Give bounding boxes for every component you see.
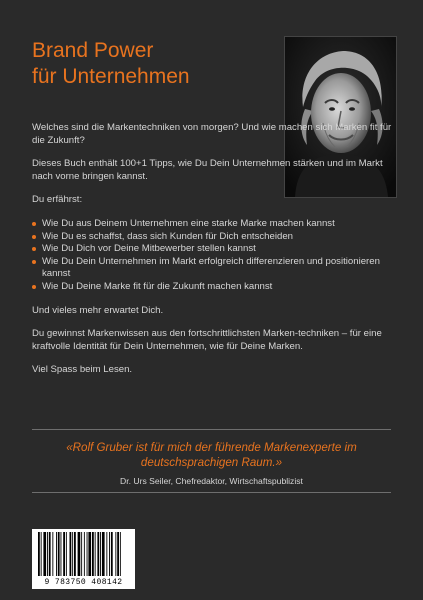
bullet-icon [32, 260, 36, 264]
list-item-text: Wie Du Dich vor Deine Mitbewerber stellen kannst [42, 243, 256, 255]
title-line-1: Brand Power [32, 39, 154, 62]
intro-description: Dieses Buch enthält 100+1 Tipps, wie Du Dein Unternehmen stärken und im Markt nach vorne bringen kannst. [32, 158, 383, 182]
endorsement-quote: «Rolf Gruber ist für mich der führende Markenexperte im deutschsprachigen Raum.» [66, 441, 357, 469]
quote-bottom-divider [32, 492, 391, 493]
outro-knowledge: Du gewinnst Markenwissen aus den fortschrittlichsten Marken-techniken – für eine kraftvolle Identität für Dein Unternehmen, wie für Deine Marken. [32, 328, 382, 352]
list-item [32, 243, 402, 256]
outro-more: Und vieles mehr erwartet Dich. [32, 304, 164, 316]
list-item-text: Wie Du aus Deinem Unternehmen eine starke Marke machen kannst [42, 217, 335, 229]
bullet-icon [32, 235, 36, 239]
isbn-digits: 9 783750 408142 [44, 578, 123, 587]
list-item-text: Wie Du es schaffst, dass sich Kunden für Dich entscheiden [42, 230, 293, 242]
intro-question: Welches sind die Markentechniken von morgen? Und wie machen sich Marken fit für die Zukunft? [32, 122, 392, 146]
outro-closing: Viel Spass beim Lesen. [32, 364, 133, 376]
list-item [32, 256, 402, 281]
list-item [32, 231, 402, 244]
list-item-text: Wie Du Deine Marke fit für die Zukunft machen kannst [42, 280, 273, 292]
bullet-icon [32, 247, 36, 251]
bullet-icon [32, 222, 36, 226]
bullet-icon [32, 285, 36, 289]
benefits-list [32, 218, 402, 294]
intro-lead-in: Du erfährst: [32, 194, 83, 206]
isbn-barcode [32, 529, 135, 589]
endorsement-source: Dr. Urs Seiler, Chefredaktor, Wirtschaftspublizist [120, 476, 303, 486]
blurb-text [32, 122, 402, 388]
list-item [32, 281, 402, 294]
quote-top-divider [32, 429, 391, 430]
book-title [32, 38, 190, 90]
title-line-2: für Unternehmen [32, 65, 190, 88]
list-item-text: Wie Du Dein Unternehmen im Markt erfolgreich differenzieren und positionieren kannst [42, 255, 380, 280]
list-item [32, 218, 402, 231]
barcode-bars-graphic [32, 532, 135, 580]
